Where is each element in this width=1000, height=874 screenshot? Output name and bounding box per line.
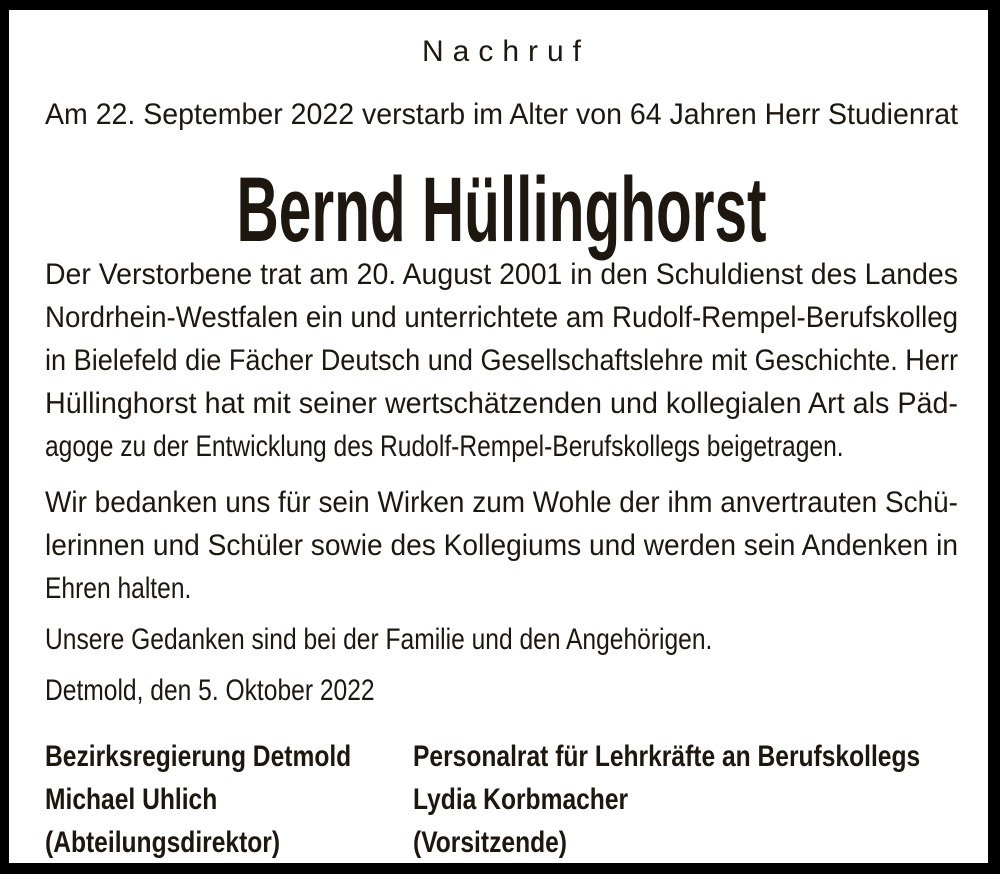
body-line: Der Verstorbene trat am 20. August 2001 in den Schuldienst des Landes: [45, 258, 958, 291]
body-line: lerinnen und Schüler sowie des Kollegiums und werden sein Andenken in: [45, 529, 958, 562]
body-line: Wir bedanken uns für sein Wirken zum Wohle der ihm anvertrauten Schü-: [45, 486, 958, 519]
body-line: Hüllinghorst hat mit seiner wertschätzenden und kollegialen Art als Päd-: [45, 387, 958, 420]
notice-label: Nachruf: [421, 35, 591, 68]
name-section: [45, 159, 958, 261]
signature-role: (Abteilungsdirektor): [45, 826, 281, 859]
signature-columns: [45, 735, 958, 864]
signature-role: (Vorsitzende): [413, 826, 567, 859]
paragraph-3: [45, 618, 958, 661]
intro-line: Am 22. September 2022 verstarb im Alter von 64 Jahren Herr Studienrat: [45, 98, 958, 131]
notice-header: [45, 36, 958, 68]
signature-left: [45, 735, 413, 864]
body-line: Nordrhein-Westfalen ein und unterrichtete am Rudolf-Rempel-Berufskolleg: [45, 301, 958, 334]
intro-section: [45, 96, 958, 133]
paragraph-1: [45, 253, 958, 468]
body-line: agoge zu der Entwicklung des Rudolf-Rempel-Berufskollegs beigetragen.: [45, 430, 844, 463]
signature-org: Bezirksregierung Detmold: [45, 740, 352, 773]
dateline-section: [45, 669, 958, 712]
dateline: Detmold, den 5. Oktober 2022: [45, 674, 375, 707]
body-line: Ehren halten.: [45, 572, 192, 605]
signature-right: [413, 735, 1000, 864]
signature-name: Lydia Korbmacher: [413, 783, 629, 816]
signature-org: Personalrat für Lehrkräfte an Berufskollegs: [413, 740, 921, 773]
signature-name: Michael Uhlich: [45, 783, 218, 816]
deceased-name: Bernd Hüllinghorst: [236, 159, 767, 261]
condolence-line: Unsere Gedanken sind bei der Familie und den Angehörigen.: [45, 623, 713, 656]
paragraph-2: [45, 481, 958, 610]
body-line: in Bielefeld die Fächer Deutsch und Gesellschaftslehre mit Geschichte. Herr: [45, 344, 958, 377]
